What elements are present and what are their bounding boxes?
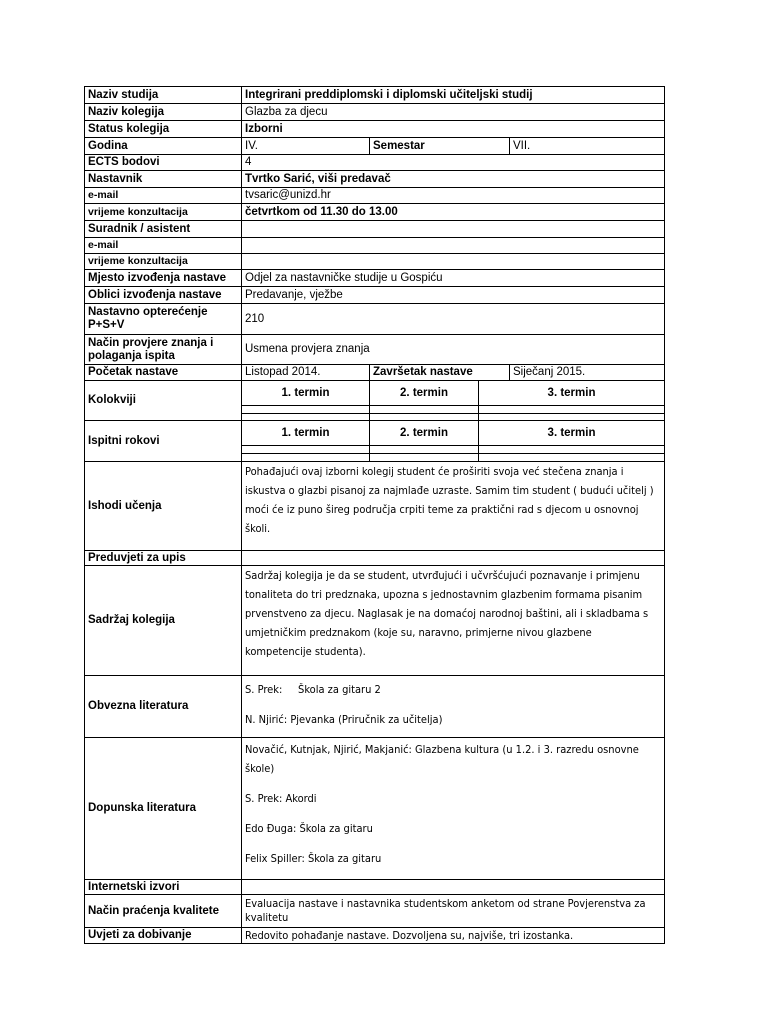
obvezna-label: Obvezna literatura [85,676,242,738]
kolokviji-date-3 [479,406,665,414]
zavrsetak-value: Siječanj 2015. [510,365,665,381]
godina-label: Godina [85,138,242,155]
sadrzaj-value: Sadržaj kolegija je da se student, utvrđujući i učvršćujući poznavanje i primjenu tonaliteta do tri predznaka, upozna s jednostavnim glazbenim formama pisanim prvenstveno za djecu. Naglasak je na domaćoj narodnoj baštini, ali i skladbama s umjetničkim predznakom (koje su, naravno, primjerne nivou glazbene kompetencije studenta). [242,566,665,676]
naziv-studija-value: Integrirani preddiplomski i diplomski učiteljski studij [242,87,665,104]
row-sadrzaj [85,566,665,676]
course-info-table [84,86,665,944]
godina-value: IV. [242,138,370,155]
pocetak-value: Listopad 2014. [242,365,370,381]
row-kvaliteta [85,895,665,928]
preduvjeti-label: Preduvjeti za upis [85,551,242,566]
row-nastavnik-konzultacije [85,204,665,221]
dopunska-literatura-list [242,738,665,880]
suradnik-konzultacije-label: vrijeme konzultacija [85,254,242,270]
row-uvjeti [85,928,665,944]
nastavnik-konzultacije-label: vrijeme konzultacija [85,204,242,221]
ispitni-termin-2: 2. termin [370,421,479,446]
provjera-label: Način provjere znanja i polaganja ispita [85,335,242,365]
kolokviji-termin-3: 3. termin [479,381,665,406]
naziv-kolegija-label: Naziv kolegija [85,104,242,121]
suradnik-email-label: e-mail [85,238,242,254]
internetski-label: Internetski izvori [85,880,242,895]
ects-value: 4 [242,155,665,171]
sadrzaj-label: Sadržaj kolegija [85,566,242,676]
row-oblici [85,287,665,304]
ects-label: ECTS bodovi [85,155,242,171]
kvaliteta-value: Evaluacija nastave i nastavnika studentskom anketom od strane Povjerenstva za kvalitetu [242,895,665,928]
dopunska-label: Dopunska literatura [85,738,242,880]
row-provjera [85,335,665,365]
status-kolegija-value: Izborni [242,121,665,138]
row-suradnik [85,221,665,238]
preduvjeti-value [242,551,665,566]
uvjeti-label: Uvjeti za dobivanje [85,928,242,944]
ispitni-time-2 [370,454,479,462]
dopunska-item-1: Novačić, Kutnjak, Njirić, Makjanić: Glazbena kultura (u 1.2. i 3. razredu osnovne škole) [245,743,639,775]
ispitni-date-3 [479,446,665,454]
naziv-studija-label: Naziv studija [85,87,242,104]
mjesto-label: Mjesto izvođenja nastave [85,270,242,287]
dopunska-item-3: Edo Đuga: Škola za gitaru [245,822,373,835]
semestar-value: VII. [510,138,665,155]
row-preduvjeti [85,551,665,566]
ispitni-termin-3: 3. termin [479,421,665,446]
pocetak-label: Početak nastave [85,365,242,381]
kolokviji-date-1 [242,406,370,414]
nastavnik-email-value[interactable]: tvsaric@unizd.hr [242,188,665,204]
kolokviji-time-1 [242,414,370,421]
row-ects [85,155,665,171]
suradnik-label: Suradnik / asistent [85,221,242,238]
ispitni-rokovi-label: Ispitni rokovi [85,421,242,462]
row-mjesto [85,270,665,287]
status-kolegija-label: Status kolegija [85,121,242,138]
row-internetski [85,880,665,895]
suradnik-konzultacije-value [242,254,665,270]
opterecenje-value: 210 [242,304,665,335]
row-naziv-studija [85,87,665,104]
nastavnik-email-label: e-mail [85,188,242,204]
obvezna-item-2: N. Njirić: Pjevanka (Priručnik za učitelja) [245,713,443,726]
row-suradnik-konzultacije [85,254,665,270]
ispitni-date-1 [242,446,370,454]
ispitni-date-2 [370,446,479,454]
semestar-label: Semestar [370,138,510,155]
row-godina [85,138,665,155]
row-nastavnik [85,171,665,188]
suradnik-value [242,221,665,238]
nastavnik-value: Tvrtko Sarić, viši predavač [242,171,665,188]
nastavnik-konzultacije-value: četvrtkom od 11.30 do 13.00 [242,204,665,221]
row-pocetak [85,365,665,381]
row-ispitni-header [85,421,665,446]
kolokviji-date-2 [370,406,479,414]
row-opterecenje [85,304,665,335]
mjesto-value: Odjel za nastavničke studije u Gospiću [242,270,665,287]
ispitni-time-1 [242,454,370,462]
row-obvezna [85,676,665,738]
obvezna-literatura-list [242,676,665,738]
ishodi-value: Pohađajući ovaj izborni kolegij student će proširiti svoja već stečena znanja i iskustva o glazbi pisanoj za najmlađe uzraste. Samim tim student ( budući učitelj ) moći će iz puno šireg područja crpiti teme za praktični rad s djecom u osnovnoj školi. [242,462,665,551]
kvaliteta-label: Način praćenja kvalitete [85,895,242,928]
ispitni-termin-1: 1. termin [242,421,370,446]
kolokviji-time-3 [479,414,665,421]
row-dopunska [85,738,665,880]
dopunska-item-4: Felix Spiller: Škola za gitaru [245,852,382,865]
nastavnik-label: Nastavnik [85,171,242,188]
row-suradnik-email [85,238,665,254]
oblici-label: Oblici izvođenja nastave [85,287,242,304]
kolokviji-label: Kolokviji [85,381,242,421]
ishodi-label: Ishodi učenja [85,462,242,551]
row-status-kolegija [85,121,665,138]
zavrsetak-label: Završetak nastave [370,365,510,381]
dopunska-item-2: S. Prek: Akordi [245,792,317,805]
ispitni-time-3 [479,454,665,462]
kolokviji-termin-1: 1. termin [242,381,370,406]
naziv-kolegija-value: Glazba za djecu [242,104,665,121]
uvjeti-value: Redovito pohađanje nastave. Dozvoljena su, najviše, tri izostanka. [242,928,665,944]
internetski-value [242,880,665,895]
kolokviji-time-2 [370,414,479,421]
row-ishodi [85,462,665,551]
obvezna-item-1: S. Prek: Škola za gitaru 2 [245,683,381,696]
oblici-value: Predavanje, vježbe [242,287,665,304]
suradnik-email-value [242,238,665,254]
row-naziv-kolegija [85,104,665,121]
row-kolokviji-header [85,381,665,406]
provjera-value: Usmena provjera znanja [242,335,665,365]
opterecenje-label: Nastavno opterećenje P+S+V [85,304,242,335]
kolokviji-termin-2: 2. termin [370,381,479,406]
row-nastavnik-email [85,188,665,204]
